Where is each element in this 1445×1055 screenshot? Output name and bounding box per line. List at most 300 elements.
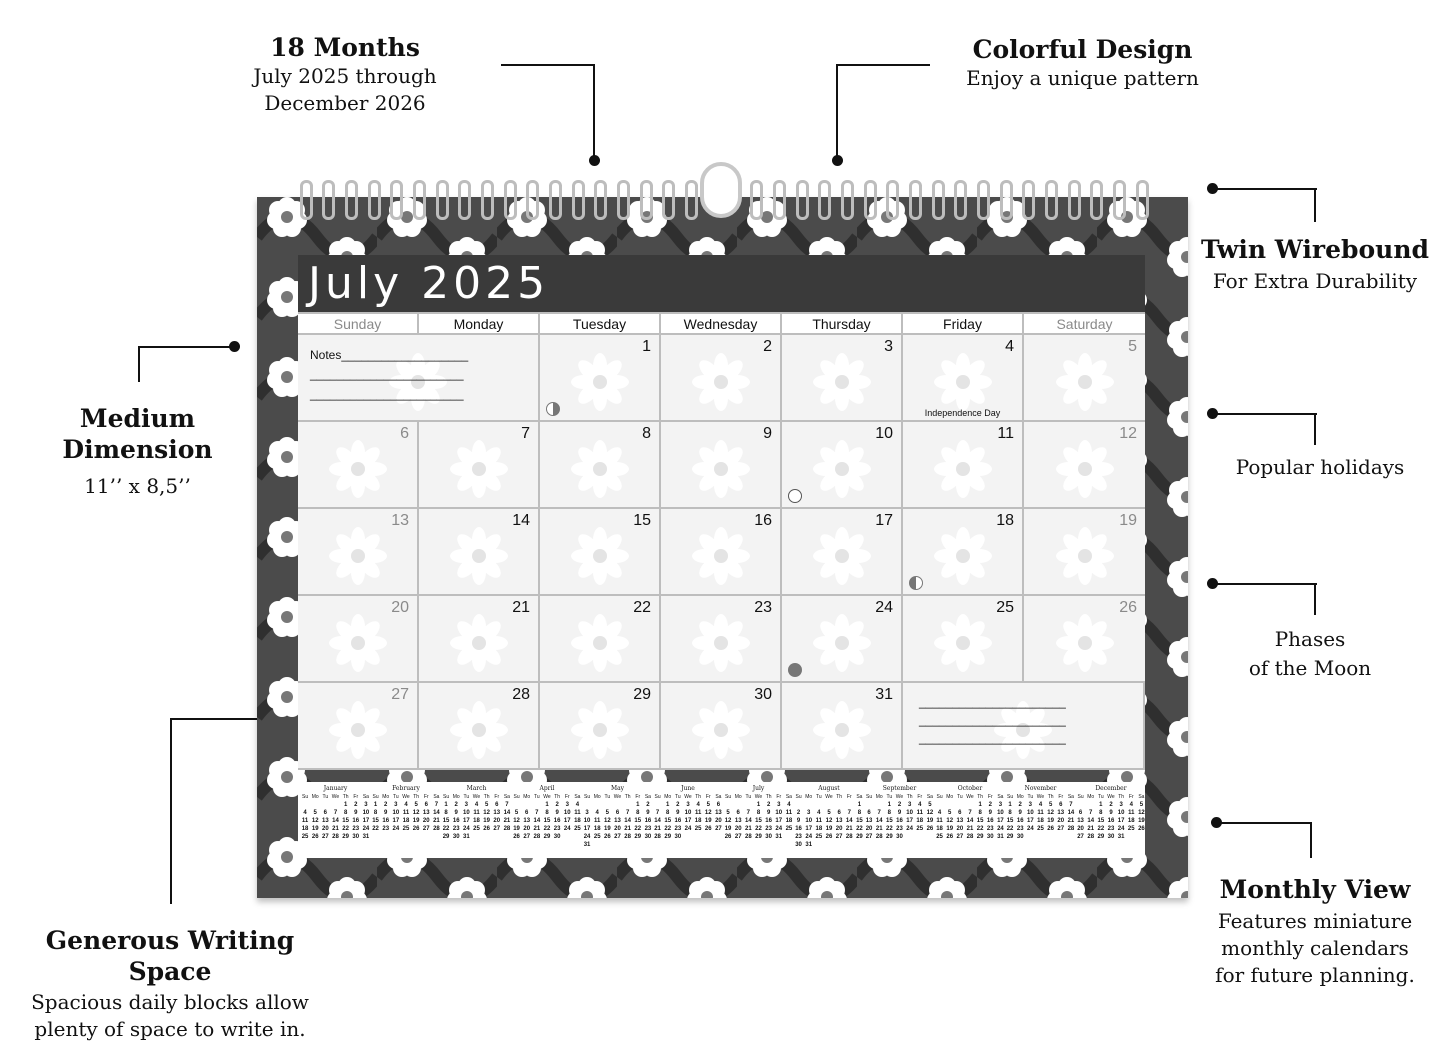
notes-line: _______________________ [310, 367, 464, 381]
leader-line [501, 64, 595, 66]
wire-ring [818, 180, 831, 220]
callout-text: Spacious daily blocks allow [31, 990, 309, 1014]
leader-line [1213, 583, 1317, 585]
flower-watermark [570, 352, 630, 412]
day-cell[interactable] [903, 335, 1022, 420]
callout-text: Enjoy a unique pattern [966, 66, 1199, 90]
mini-week-row: 7 8 9 10 11 12 13 [655, 810, 722, 816]
mini-week-row: 22 23 24 25 26 27 28 [1006, 826, 1075, 832]
flower-watermark [449, 613, 509, 673]
mini-month-name: February [392, 785, 420, 792]
callout-text: Features miniature [1217, 909, 1413, 933]
mini-weekday: Th [483, 794, 490, 800]
mini-week-row: 4 5 6 7 8 9 10 [303, 810, 370, 816]
day-number: 22 [633, 599, 651, 616]
mini-calendar-november [1005, 784, 1076, 841]
mini-weekday: Fr [987, 794, 993, 800]
flower-watermark [570, 700, 630, 760]
mini-weekday: Fr [564, 794, 570, 800]
mini-weekday: Th [413, 794, 420, 800]
callout-popular-holidays [1215, 454, 1425, 481]
day-cell[interactable] [782, 509, 901, 594]
day-cell[interactable] [661, 683, 780, 768]
flower-watermark [933, 439, 993, 499]
mini-week-row: 26 27 28 29 30 [513, 834, 561, 840]
day-number: 16 [754, 512, 772, 529]
mini-weekday: We [825, 794, 833, 800]
leader-line [138, 346, 234, 348]
mini-weekday: We [754, 794, 763, 800]
flower-watermark [449, 439, 509, 499]
wire-ring [1113, 180, 1126, 220]
day-number: 11 [997, 425, 1014, 442]
mini-month-name: March [466, 785, 487, 792]
day-cell[interactable] [419, 596, 538, 681]
flower-watermark [1055, 613, 1115, 673]
mini-weekday: Tu [1027, 794, 1034, 800]
wire-ring [864, 180, 877, 220]
month-grid [298, 312, 1145, 770]
callout-writing-space [15, 925, 325, 1043]
mini-weekday: Tu [393, 794, 399, 800]
callout-heading: Colorful Design [972, 35, 1193, 64]
mini-week-row: 20 21 22 23 24 25 26 [865, 826, 934, 832]
wire-ring [458, 180, 471, 220]
flower-watermark [328, 439, 388, 499]
mini-calendar-march [441, 784, 512, 841]
leader-line [1213, 188, 1317, 190]
day-cell[interactable] [540, 422, 659, 507]
mini-weekday: Th [624, 794, 631, 800]
mini-weekday: We [613, 794, 622, 800]
day-number: 10 [875, 425, 893, 442]
mini-weekday: Sa [997, 794, 1004, 800]
mini-week-row: 26 27 28 29 30 31 [724, 834, 783, 840]
callout-text: plenty of space to write in. [34, 1017, 306, 1041]
notes-line: ______________________ [919, 713, 1066, 727]
weekday-header-sunday: Sunday [298, 314, 417, 333]
mini-weekday: Su [1077, 794, 1084, 800]
wire-ring [773, 180, 786, 220]
leader-line [1314, 188, 1316, 222]
mini-weekday: Mo [664, 794, 672, 800]
day-cell[interactable] [298, 422, 417, 507]
day-cell[interactable] [782, 422, 901, 507]
wire-ring [526, 180, 539, 220]
mini-weekday: Fr [917, 794, 923, 800]
mini-weekday: Sa [785, 794, 792, 800]
flower-watermark [691, 439, 751, 499]
day-cell[interactable] [298, 509, 417, 594]
leader-line [138, 346, 140, 382]
flower-watermark [570, 613, 630, 673]
mini-week-row: 2 3 4 5 6 7 8 [796, 810, 862, 816]
mini-week-row: 11 12 13 14 15 16 17 [936, 818, 1004, 824]
notes-line: _______________________ [310, 387, 464, 401]
mini-weekday: Tu [886, 794, 893, 800]
day-number: 20 [391, 599, 409, 616]
day-cell[interactable] [1024, 335, 1145, 420]
day-cell[interactable] [782, 596, 901, 681]
weekday-header-saturday: Saturday [1024, 314, 1145, 333]
mini-weekday: Sa [715, 794, 722, 800]
leader-dot [1207, 408, 1218, 419]
mini-week-row: 12 13 14 15 16 17 18 [513, 818, 581, 824]
mini-weekday: Mo [523, 794, 531, 800]
mini-weekday: We [543, 794, 551, 800]
mini-calendar-july [723, 784, 794, 841]
notes-cell[interactable] [298, 335, 538, 420]
mini-week-row: 22 23 24 25 26 27 28 [372, 826, 440, 832]
callout-heading: Twin Wirebound [1201, 235, 1429, 264]
hanger-hook [700, 162, 742, 218]
day-cell[interactable] [1024, 509, 1145, 594]
mini-weekday: Sa [362, 794, 369, 800]
mini-month-name: May [610, 785, 625, 792]
leader-line [1310, 822, 1312, 858]
mini-week-row: 6 7 8 9 10 11 12 [867, 810, 934, 816]
mini-week-row: 25 26 27 28 29 30 31 [936, 834, 1004, 840]
mini-week-row: 1 2 3 4 5 6 [666, 802, 721, 808]
mini-week-row: 5 6 7 8 9 10 11 [514, 810, 581, 816]
mini-weekday: Sa [644, 794, 651, 800]
mini-week-row: 29 30 [1006, 834, 1024, 840]
flower-watermark [691, 352, 751, 412]
flower-watermark [812, 439, 872, 499]
day-number: 4 [1005, 338, 1014, 355]
mini-week-row: 8 9 10 11 12 13 14 [1008, 810, 1075, 816]
day-number: 23 [754, 599, 772, 616]
wire-ring [841, 180, 854, 220]
wire-ring [954, 180, 967, 220]
wire-ring [549, 180, 562, 220]
mini-weekday-row [582, 793, 653, 801]
day-cell[interactable] [540, 683, 659, 768]
mini-month-name: July [752, 785, 765, 792]
mini-weekday: Mo [734, 794, 742, 800]
wire-ring [909, 180, 922, 220]
mini-weekday: Su [1007, 794, 1014, 800]
flower-watermark [812, 700, 872, 760]
mini-weekday: Su [372, 794, 379, 800]
mini-weekday: Su [936, 794, 943, 800]
callout-medium-dimension [40, 403, 235, 500]
mini-weekday: Th [906, 794, 913, 800]
day-number: 14 [512, 512, 530, 529]
callout-heading: 18 Months [270, 33, 420, 62]
wire-ring [436, 180, 449, 220]
mini-month-name: October [957, 785, 983, 792]
day-number: 27 [391, 686, 409, 703]
day-cell[interactable] [903, 596, 1022, 681]
mini-calendar-may [582, 784, 653, 849]
mini-weekday: Mo [946, 794, 954, 800]
flower-watermark [328, 700, 388, 760]
wire-ring [1068, 180, 1081, 220]
callout-text: December 2026 [264, 91, 426, 115]
mini-weekday: We [684, 794, 692, 800]
mini-weekday: Fr [776, 794, 782, 800]
leader-line [1213, 413, 1317, 415]
flower-watermark [812, 526, 872, 586]
mini-week-row: 18 19 20 21 22 23 24 [936, 826, 1004, 832]
weekday-header-monday: Monday [419, 314, 538, 333]
mini-weekday: Fr [635, 794, 641, 800]
day-number: 2 [763, 338, 772, 355]
mini-week-row: 25 26 27 28 29 30 31 [301, 834, 370, 840]
mini-weekday: Su [513, 794, 520, 800]
mini-weekday-row [371, 793, 442, 801]
mini-weekday: Fr [1058, 794, 1064, 800]
mini-weekday: Fr [705, 794, 711, 800]
mini-weekday: Mo [452, 794, 460, 800]
mini-weekday: Tu [745, 794, 752, 800]
leader-dot [832, 155, 843, 166]
mini-week-row: 1 2 3 4 [545, 802, 580, 808]
day-cell[interactable] [419, 509, 538, 594]
mini-weekday-row [1005, 793, 1076, 801]
leader-dot [1207, 183, 1218, 194]
mini-calendar-january [300, 784, 371, 841]
leader-line [593, 64, 595, 158]
callout-heading: Medium [79, 404, 196, 433]
mini-month-name: January [323, 785, 348, 792]
mini-weekday: Th [765, 794, 772, 800]
mini-week-row: 8 9 10 11 12 13 14 [444, 810, 511, 816]
day-number: 15 [633, 512, 651, 529]
flower-watermark [570, 439, 630, 499]
mini-weekday: Su [866, 794, 873, 800]
mini-weekday: Mo [311, 794, 319, 800]
day-cell[interactable] [419, 422, 538, 507]
leader-line [170, 718, 172, 904]
callout-text: Phases [1274, 627, 1346, 651]
wire-ring [662, 180, 675, 220]
mini-week-row: 28 29 30 [654, 834, 682, 840]
flower-watermark [328, 526, 388, 586]
mini-weekday: We [331, 794, 340, 800]
mini-weekday: Tu [534, 794, 540, 800]
wire-ring [1022, 180, 1035, 220]
mini-week-row: 1 2 3 4 5 6 7 [373, 802, 439, 808]
mini-weekday: Fr [353, 794, 359, 800]
day-cell[interactable] [903, 422, 1022, 507]
month-title: July 2025 [308, 258, 550, 309]
flower-watermark [812, 352, 872, 412]
day-cell[interactable] [540, 335, 659, 420]
mini-week-row: 24 25 26 27 28 29 30 [583, 834, 652, 840]
leader-dot [1207, 578, 1218, 589]
callout-text: 11’’ x 8,5’’ [84, 474, 191, 498]
day-cell[interactable] [661, 335, 780, 420]
mini-weekday: Tu [675, 794, 681, 800]
mini-weekday: Su [443, 794, 450, 800]
day-number: 19 [1119, 512, 1137, 529]
wire-ring [345, 180, 358, 220]
mini-week-row: 11 12 13 14 15 16 17 [301, 818, 370, 824]
mini-week-row: 1 2 3 4 5 6 7 [444, 802, 509, 808]
mini-weekday: Sa [1138, 794, 1145, 800]
mini-weekday: We [895, 794, 904, 800]
mini-weekday: We [472, 794, 481, 800]
mini-weekday: Tu [463, 794, 470, 800]
day-number: 24 [875, 599, 893, 616]
wire-ring [685, 180, 698, 220]
mini-weekday-row [653, 793, 724, 801]
mini-week-row: 13 14 15 16 17 18 19 [865, 818, 934, 824]
day-number: 21 [512, 599, 530, 616]
mini-week-row: 5 6 7 8 9 10 11 [726, 810, 793, 816]
wire-ring [322, 180, 335, 220]
callout-text: Popular holidays [1235, 455, 1405, 479]
day-cell[interactable] [782, 683, 901, 768]
callout-heading: Dimension [62, 435, 213, 464]
mini-month-name: April [539, 785, 555, 792]
mini-calendar-june [653, 784, 724, 841]
wire-ring [504, 180, 517, 220]
day-number: 28 [512, 686, 530, 703]
mini-weekday: Th [977, 794, 984, 800]
day-cell[interactable] [1024, 422, 1145, 507]
mini-week-row: 19 20 21 22 23 24 25 [513, 826, 581, 832]
moon-first-quarter-icon [546, 402, 560, 416]
mini-week-row: 17 18 19 20 21 22 23 [583, 826, 652, 832]
mini-weekday: Tu [816, 794, 822, 800]
day-cell[interactable] [661, 596, 780, 681]
day-number: 12 [1119, 425, 1137, 442]
mini-month-name: August [818, 785, 840, 792]
mini-week-row: 10 11 12 13 14 15 16 [583, 818, 652, 824]
mini-weekday: Th [554, 794, 561, 800]
day-cell[interactable] [661, 422, 780, 507]
moon-full-icon [788, 489, 802, 503]
mini-weekday: Th [342, 794, 349, 800]
day-number: 29 [633, 686, 651, 703]
mini-week-row: 9 10 11 12 13 14 15 [796, 818, 863, 824]
mini-week-row: 19 20 21 22 23 24 25 [724, 826, 793, 832]
callout-colorful-design [960, 34, 1205, 92]
leader-line [1213, 822, 1312, 824]
day-cell[interactable] [782, 335, 901, 420]
weekday-header-friday: Friday [903, 314, 1022, 333]
callout-text: July 2025 through [253, 64, 437, 88]
wire-ring [977, 180, 990, 220]
leader-dot [229, 341, 240, 352]
mini-weekday: Tu [604, 794, 611, 800]
day-number: 26 [1119, 599, 1137, 616]
mini-weekday: We [1036, 794, 1045, 800]
extra-notes-cell[interactable] [903, 683, 1143, 768]
mini-week-row: 27 28 29 30 31 [1077, 834, 1125, 840]
holiday-label: Independence Day [924, 408, 1001, 418]
mini-week-row: 30 31 [795, 842, 813, 848]
day-cell[interactable] [419, 683, 538, 768]
day-cell[interactable] [540, 596, 659, 681]
day-cell[interactable] [540, 509, 659, 594]
mini-weekday-row [723, 793, 794, 801]
day-number: 8 [642, 425, 651, 442]
mini-week-row: 15 16 17 18 19 20 21 [1006, 818, 1075, 824]
leader-line [836, 64, 838, 158]
leader-line [1314, 413, 1316, 445]
wire-ring [1136, 180, 1149, 220]
day-number: 9 [763, 425, 772, 442]
mini-week-row: 14 15 16 17 18 19 20 [654, 818, 722, 824]
wire-ring [1090, 180, 1103, 220]
flower-watermark [933, 352, 993, 412]
day-number: 5 [1128, 338, 1137, 355]
weekday-header-tuesday: Tuesday [540, 314, 659, 333]
mini-weekday: Fr [423, 794, 429, 800]
mini-weekday-row [441, 793, 512, 801]
mini-calendar-april [512, 784, 583, 841]
day-number: 13 [391, 512, 409, 529]
callout-text: of the Moon [1248, 656, 1372, 680]
mini-calendar-september [864, 784, 935, 841]
mini-weekday: Fr [494, 794, 500, 800]
moon-last-quarter-icon [909, 576, 923, 590]
mini-week-row: 18 19 20 21 22 23 24 [301, 826, 370, 832]
day-cell[interactable] [903, 509, 1022, 594]
notes-label: Notes___________________ [310, 348, 469, 362]
mini-week-row: 13 14 15 16 17 18 19 [1077, 818, 1145, 824]
mini-week-row: 1 2 3 4 [756, 802, 791, 808]
wire-ring [932, 180, 945, 220]
day-cell[interactable] [1024, 596, 1145, 681]
mini-week-row: 22 23 24 25 26 27 28 [442, 826, 511, 832]
day-number: 7 [521, 425, 530, 442]
mini-weekday: Su [584, 794, 591, 800]
mini-calendar-august [794, 784, 865, 849]
day-number: 30 [754, 686, 772, 703]
notes-line: ______________________ [919, 695, 1066, 709]
mini-weekday-row [794, 793, 865, 801]
flower-watermark [933, 613, 993, 673]
mini-weekday: Mo [593, 794, 601, 800]
mini-weekday: Tu [322, 794, 329, 800]
mini-weekday: Mo [1087, 794, 1095, 800]
mini-weekday: Mo [875, 794, 883, 800]
mini-weekday: Sa [503, 794, 510, 800]
wire-ring [572, 180, 585, 220]
day-cell[interactable] [298, 596, 417, 681]
day-number: 31 [875, 686, 893, 703]
mini-weekday: Tu [1098, 794, 1104, 800]
callout-text: for future planning. [1215, 963, 1415, 987]
mini-week-row: 15 16 17 18 19 20 21 [372, 818, 440, 824]
mini-week-row: 12 13 14 15 16 17 18 [724, 818, 793, 824]
mini-weekday: Fr [846, 794, 852, 800]
mini-calendar-december [1076, 784, 1147, 841]
day-cell[interactable] [298, 683, 417, 768]
notes-line: ______________________ [919, 731, 1066, 745]
wire-ring [750, 180, 763, 220]
mini-calendar-strip [298, 782, 1145, 858]
mini-weekday: Sa [574, 794, 581, 800]
callout-text: For Extra Durability [1212, 269, 1418, 293]
mini-month-name: September [882, 785, 917, 792]
mini-weekday-row [1076, 793, 1147, 801]
wire-ring [368, 180, 381, 220]
mini-weekday-row [935, 793, 1006, 801]
mini-week-row: 1 2 3 4 5 6 7 [1008, 802, 1073, 808]
mini-weekday: Mo [382, 794, 390, 800]
mini-weekday: Su [725, 794, 732, 800]
wire-ring [300, 180, 313, 220]
mini-weekday: Sa [1067, 794, 1074, 800]
day-cell[interactable] [661, 509, 780, 594]
day-number: 18 [996, 512, 1014, 529]
